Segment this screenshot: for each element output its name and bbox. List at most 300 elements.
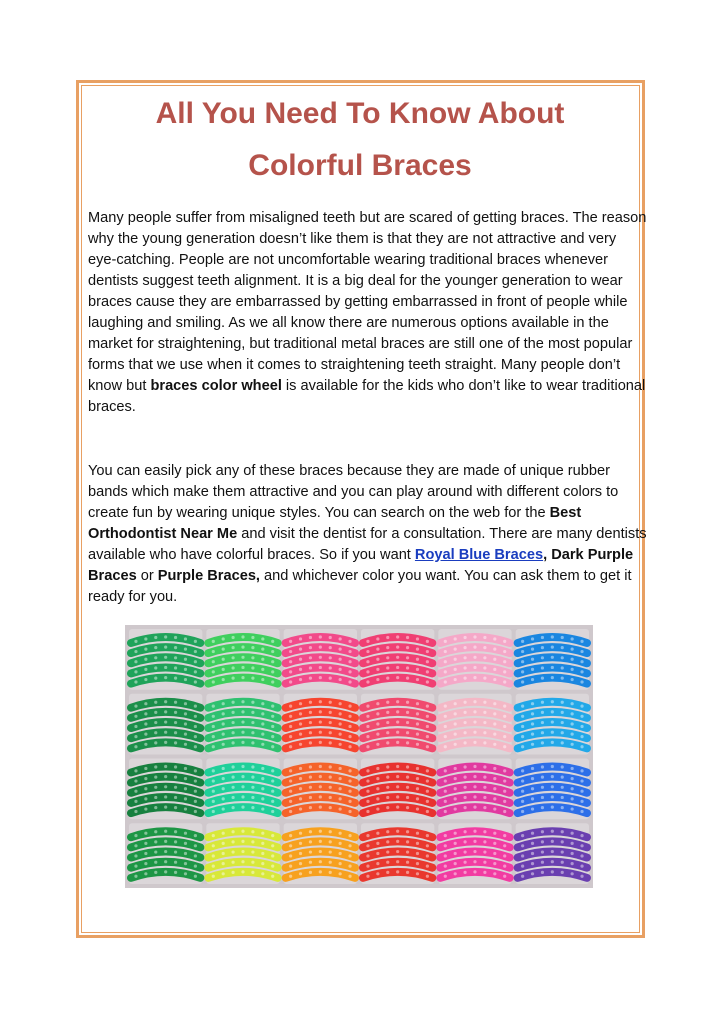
elastic-ring bbox=[416, 797, 419, 800]
elastic-ring bbox=[426, 705, 429, 708]
elastic-ring bbox=[299, 637, 302, 640]
elastic-ring bbox=[174, 871, 177, 874]
elastic-ring bbox=[426, 834, 429, 837]
elastic-ring bbox=[164, 710, 167, 713]
elastic-ring bbox=[561, 656, 564, 659]
elastic-ring bbox=[416, 702, 419, 705]
elastic-ring bbox=[521, 769, 524, 772]
elastic-ring bbox=[541, 711, 544, 714]
elastic-ring bbox=[348, 715, 351, 718]
paragraph-colors bbox=[88, 461, 648, 608]
elastic-ring bbox=[212, 725, 215, 728]
elastic-ring bbox=[241, 720, 244, 723]
elastic-ring bbox=[376, 733, 379, 736]
elastic-ring bbox=[551, 710, 554, 713]
elastic-ring bbox=[261, 712, 264, 715]
elastic-ring bbox=[463, 830, 466, 833]
elastic-ring bbox=[463, 701, 466, 704]
elastic-ring bbox=[174, 830, 177, 833]
elastic-ring bbox=[154, 871, 157, 874]
elastic-ring bbox=[416, 743, 419, 746]
elastic-ring bbox=[366, 865, 369, 868]
elastic-ring bbox=[174, 721, 177, 724]
elastic-ring bbox=[154, 666, 157, 669]
elastic-ring bbox=[144, 862, 147, 865]
elastic-ring bbox=[154, 741, 157, 744]
elastic-ring bbox=[406, 721, 409, 724]
elastic-ring bbox=[299, 712, 302, 715]
elastic-ring bbox=[261, 797, 264, 800]
elastic-ring bbox=[251, 731, 254, 734]
elastic-ring bbox=[463, 666, 466, 669]
title-line-1: All You Need To Know About bbox=[155, 97, 565, 130]
elastic-ring bbox=[231, 861, 234, 864]
elastic-ring bbox=[483, 666, 486, 669]
elastic-ring bbox=[444, 705, 447, 708]
keyword-purple-braces: Purple Braces, bbox=[157, 568, 260, 584]
elastic-ring bbox=[503, 834, 506, 837]
elastic-ring bbox=[541, 840, 544, 843]
elastic-ring bbox=[396, 720, 399, 723]
elastic-ring bbox=[212, 800, 215, 803]
elastic-ring bbox=[483, 765, 486, 768]
elastic-ring bbox=[271, 705, 274, 708]
elastic-ring bbox=[261, 807, 264, 810]
elastic-ring bbox=[366, 735, 369, 738]
elastic-ring bbox=[366, 725, 369, 728]
elastic-ring bbox=[222, 702, 225, 705]
elastic-ring bbox=[319, 840, 322, 843]
elastic-ring bbox=[134, 854, 137, 857]
elastic-ring bbox=[463, 731, 466, 734]
elastic-ring bbox=[454, 658, 457, 661]
elastic-ring bbox=[454, 733, 457, 736]
elastic-ring bbox=[144, 678, 147, 681]
elastic-ring bbox=[571, 702, 574, 705]
elastic-ring bbox=[271, 640, 274, 643]
elastic-ring bbox=[289, 800, 292, 803]
elastic-ring bbox=[531, 807, 534, 810]
elastic-ring bbox=[463, 850, 466, 853]
elastic-ring bbox=[212, 834, 215, 837]
elastic-ring bbox=[261, 637, 264, 640]
elastic-ring bbox=[426, 650, 429, 653]
elastic-ring bbox=[241, 850, 244, 853]
elastic-ring bbox=[493, 648, 496, 651]
elastic-ring bbox=[531, 832, 534, 835]
elastic-ring bbox=[463, 861, 466, 864]
elastic-ring bbox=[503, 865, 506, 868]
keyword-braces-color-wheel: braces color wheel bbox=[150, 378, 282, 394]
elastic-ring bbox=[426, 875, 429, 878]
elastic-ring bbox=[366, 769, 369, 772]
elastic-ring bbox=[473, 731, 476, 734]
elastic-ring bbox=[396, 676, 399, 679]
elastic-ring bbox=[571, 787, 574, 790]
elastic-ring bbox=[174, 646, 177, 649]
elastic-ring bbox=[299, 702, 302, 705]
elastic-ring bbox=[174, 656, 177, 659]
elastic-ring bbox=[541, 721, 544, 724]
elastic-ring bbox=[551, 676, 554, 679]
elastic-ring bbox=[339, 832, 342, 835]
elastic-ring bbox=[571, 767, 574, 770]
elastic-ring bbox=[154, 701, 157, 704]
elastic-ring bbox=[299, 777, 302, 780]
paragraph-colors-text-1: You can easily pick any of these braces because they are made of unique rubber bands which make them attractive and you can play around with different colors to create fun by wearing unique styles. You can search on the web for the bbox=[88, 463, 619, 521]
elastic-ring bbox=[271, 745, 274, 748]
elastic-ring bbox=[154, 711, 157, 714]
elastic-ring bbox=[194, 715, 197, 718]
elastic-ring bbox=[134, 640, 137, 643]
elastic-ring bbox=[571, 862, 574, 865]
paragraph-colors-text-4: and whichever color you want. You can ask them to get it ready for you. bbox=[88, 568, 632, 605]
elastic-ring bbox=[348, 650, 351, 653]
elastic-ring bbox=[493, 658, 496, 661]
elastic-ring bbox=[154, 796, 157, 799]
elastic-ring bbox=[339, 702, 342, 705]
elastic-ring bbox=[271, 790, 274, 793]
elastic-ring bbox=[144, 767, 147, 770]
elastic-ring bbox=[376, 852, 379, 855]
elastic-ring bbox=[580, 779, 583, 782]
elastic-ring bbox=[426, 735, 429, 738]
elastic-ring bbox=[222, 668, 225, 671]
elastic-ring bbox=[521, 705, 524, 708]
elastic-ring bbox=[241, 775, 244, 778]
elastic-ring bbox=[416, 872, 419, 875]
elastic-ring bbox=[561, 666, 564, 669]
elastic-ring bbox=[386, 850, 389, 853]
elastic-ring bbox=[164, 850, 167, 853]
elastic-ring bbox=[416, 842, 419, 845]
elastic-ring bbox=[184, 872, 187, 875]
elastic-ring bbox=[319, 635, 322, 638]
elastic-ring bbox=[406, 776, 409, 779]
elastic-ring bbox=[164, 870, 167, 873]
elastic-ring bbox=[483, 646, 486, 649]
elastic-ring bbox=[251, 840, 254, 843]
elastic-ring bbox=[503, 725, 506, 728]
elastic-ring bbox=[348, 875, 351, 878]
elastic-ring bbox=[426, 745, 429, 748]
elastic-ring bbox=[134, 875, 137, 878]
elastic-ring bbox=[271, 800, 274, 803]
elastic-ring bbox=[366, 810, 369, 813]
elastic-ring bbox=[144, 797, 147, 800]
elastic-ring bbox=[299, 733, 302, 736]
elastic-ring bbox=[531, 712, 534, 715]
elastic-ring bbox=[309, 701, 312, 704]
elastic-ring bbox=[463, 646, 466, 649]
elastic-ring bbox=[426, 769, 429, 772]
elastic-ring bbox=[144, 852, 147, 855]
elastic-ring bbox=[416, 807, 419, 810]
elastic-ring bbox=[309, 830, 312, 833]
elastic-ring bbox=[339, 722, 342, 725]
elastic-ring bbox=[222, 648, 225, 651]
elastic-ring bbox=[271, 834, 274, 837]
elastic-ring bbox=[144, 722, 147, 725]
elastic-ring bbox=[154, 721, 157, 724]
elastic-ring bbox=[348, 790, 351, 793]
elastic-ring bbox=[521, 875, 524, 878]
elastic-ring bbox=[289, 660, 292, 663]
elastic-ring bbox=[319, 700, 322, 703]
elastic-ring bbox=[271, 670, 274, 673]
elastic-ring bbox=[309, 666, 312, 669]
elastic-ring bbox=[396, 646, 399, 649]
elastic-ring bbox=[319, 870, 322, 873]
elastic-ring bbox=[396, 710, 399, 713]
elastic-ring bbox=[483, 656, 486, 659]
elastic-ring bbox=[194, 834, 197, 837]
elastic-ring bbox=[503, 854, 506, 857]
elastic-ring bbox=[329, 646, 332, 649]
elastic-ring bbox=[521, 844, 524, 847]
elastic-ring bbox=[531, 648, 534, 651]
elastic-ring bbox=[551, 840, 554, 843]
elastic-ring bbox=[231, 656, 234, 659]
elastic-ring bbox=[416, 787, 419, 790]
elastic-ring bbox=[366, 844, 369, 847]
elastic-ring bbox=[571, 668, 574, 671]
elastic-ring bbox=[473, 710, 476, 713]
elastic-ring bbox=[376, 648, 379, 651]
elastic-ring bbox=[271, 844, 274, 847]
elastic-ring bbox=[222, 777, 225, 780]
elastic-ring bbox=[396, 870, 399, 873]
elastic-ring bbox=[493, 712, 496, 715]
elastic-ring bbox=[561, 711, 564, 714]
elastic-ring bbox=[194, 810, 197, 813]
elastic-ring bbox=[289, 875, 292, 878]
elastic-ring bbox=[164, 775, 167, 778]
elastic-ring bbox=[521, 834, 524, 837]
elastic-ring bbox=[319, 731, 322, 734]
elastic-ring bbox=[261, 658, 264, 661]
elastic-ring bbox=[483, 830, 486, 833]
elastic-ring bbox=[319, 741, 322, 744]
elastic-ring bbox=[454, 797, 457, 800]
elastic-ring bbox=[406, 646, 409, 649]
elastic-ring bbox=[493, 777, 496, 780]
elastic-ring bbox=[426, 790, 429, 793]
elastic-ring bbox=[299, 648, 302, 651]
elastic-ring bbox=[144, 648, 147, 651]
elastic-ring bbox=[299, 872, 302, 875]
elastic-ring bbox=[231, 840, 234, 843]
elastic-ring bbox=[521, 800, 524, 803]
elastic-ring bbox=[309, 850, 312, 853]
royal-blue-braces-link[interactable]: Royal Blue Braces bbox=[414, 547, 544, 563]
elastic-ring bbox=[551, 806, 554, 809]
elastic-ring bbox=[541, 731, 544, 734]
elastic-ring bbox=[493, 807, 496, 810]
elastic-ring bbox=[144, 777, 147, 780]
elastic-ring bbox=[222, 852, 225, 855]
elastic-ring bbox=[366, 705, 369, 708]
elastic-ring bbox=[571, 722, 574, 725]
elastic-ring bbox=[194, 660, 197, 663]
elastic-ring bbox=[222, 743, 225, 746]
elastic-ring bbox=[493, 722, 496, 725]
elastic-ring bbox=[174, 806, 177, 809]
elastic-ring bbox=[483, 796, 486, 799]
elastic-ring bbox=[144, 668, 147, 671]
elastic-ring bbox=[261, 832, 264, 835]
elastic-ring bbox=[348, 865, 351, 868]
elastic-ring bbox=[319, 785, 322, 788]
elastic-ring bbox=[309, 776, 312, 779]
elastic-ring bbox=[319, 666, 322, 669]
elastic-ring bbox=[493, 862, 496, 865]
elastic-ring bbox=[541, 666, 544, 669]
elastic-ring bbox=[184, 658, 187, 661]
elastic-ring bbox=[416, 767, 419, 770]
elastic-ring bbox=[348, 705, 351, 708]
elastic-ring bbox=[454, 767, 457, 770]
elastic-ring bbox=[251, 646, 254, 649]
elastic-ring bbox=[154, 830, 157, 833]
elastic-ring bbox=[396, 731, 399, 734]
elastic-ring bbox=[521, 670, 524, 673]
elastic-ring bbox=[348, 834, 351, 837]
elastic-ring bbox=[154, 765, 157, 768]
elastic-ring bbox=[503, 670, 506, 673]
elastic-ring bbox=[134, 844, 137, 847]
elastic-ring bbox=[561, 701, 564, 704]
elastic-ring bbox=[164, 785, 167, 788]
elastic-ring bbox=[299, 862, 302, 865]
elastic-ring bbox=[580, 834, 583, 837]
elastic-ring bbox=[531, 668, 534, 671]
elastic-ring bbox=[184, 678, 187, 681]
elastic-ring bbox=[376, 767, 379, 770]
elastic-ring bbox=[212, 854, 215, 857]
elastic-ring bbox=[251, 806, 254, 809]
elastic-ring bbox=[184, 733, 187, 736]
elastic-ring bbox=[366, 680, 369, 683]
elastic-ring bbox=[309, 861, 312, 864]
elastic-ring bbox=[184, 842, 187, 845]
elastic-ring bbox=[154, 656, 157, 659]
elastic-ring bbox=[580, 854, 583, 857]
elastic-ring bbox=[531, 787, 534, 790]
elastic-ring bbox=[366, 790, 369, 793]
elastic-ring bbox=[493, 797, 496, 800]
elastic-ring bbox=[194, 725, 197, 728]
elastic-ring bbox=[289, 705, 292, 708]
elastic-ring bbox=[571, 872, 574, 875]
elastic-ring bbox=[144, 733, 147, 736]
elastic-ring bbox=[483, 776, 486, 779]
elastic-ring bbox=[406, 861, 409, 864]
elastic-ring bbox=[154, 850, 157, 853]
elastic-ring bbox=[184, 637, 187, 640]
elastic-ring bbox=[503, 680, 506, 683]
elastic-ring bbox=[561, 850, 564, 853]
elastic-ring bbox=[134, 800, 137, 803]
elastic-ring bbox=[580, 660, 583, 663]
elastic-ring bbox=[561, 741, 564, 744]
elastic-ring bbox=[164, 860, 167, 863]
elastic-ring bbox=[580, 680, 583, 683]
elastic-ring bbox=[376, 787, 379, 790]
elastic-ring bbox=[444, 875, 447, 878]
elastic-ring bbox=[261, 842, 264, 845]
elastic-ring bbox=[561, 636, 564, 639]
elastic-ring bbox=[396, 635, 399, 638]
elastic-ring bbox=[348, 854, 351, 857]
elastic-ring bbox=[426, 844, 429, 847]
elastic-ring bbox=[194, 650, 197, 653]
elastic-ring bbox=[541, 765, 544, 768]
elastic-ring bbox=[473, 656, 476, 659]
elastic-ring bbox=[231, 786, 234, 789]
elastic-ring bbox=[241, 731, 244, 734]
elastic-ring bbox=[134, 810, 137, 813]
elastic-ring bbox=[416, 852, 419, 855]
elastic-ring bbox=[134, 834, 137, 837]
elastic-ring bbox=[503, 640, 506, 643]
elastic-ring bbox=[561, 776, 564, 779]
elastic-ring bbox=[503, 715, 506, 718]
braces-color-elastics-photo bbox=[125, 625, 593, 888]
elastic-ring bbox=[426, 660, 429, 663]
elastic-ring bbox=[299, 842, 302, 845]
elastic-ring bbox=[454, 787, 457, 790]
elastic-ring bbox=[309, 796, 312, 799]
elastic-ring bbox=[212, 769, 215, 772]
elastic-ring bbox=[329, 806, 332, 809]
elastic-ring bbox=[503, 705, 506, 708]
elastic-ring bbox=[144, 842, 147, 845]
elastic-ring bbox=[386, 871, 389, 874]
article-title bbox=[90, 88, 630, 192]
elastic-ring bbox=[580, 715, 583, 718]
elastic-ring bbox=[406, 796, 409, 799]
elastic-ring bbox=[551, 731, 554, 734]
paragraph-intro-text-end: is available for the kids who don’t like to wear traditional braces. bbox=[88, 378, 646, 415]
elastic-ring bbox=[444, 715, 447, 718]
elastic-ring bbox=[164, 765, 167, 768]
elastic-ring bbox=[473, 720, 476, 723]
elastic-ring bbox=[561, 721, 564, 724]
elastic-ring bbox=[289, 844, 292, 847]
elastic-ring bbox=[463, 676, 466, 679]
elastic-ring bbox=[174, 840, 177, 843]
elastic-ring bbox=[174, 666, 177, 669]
elastic-ring bbox=[339, 787, 342, 790]
elastic-ring bbox=[541, 701, 544, 704]
elastic-ring bbox=[376, 722, 379, 725]
elastic-ring bbox=[416, 777, 419, 780]
elastic-ring bbox=[444, 735, 447, 738]
elastic-ring bbox=[329, 656, 332, 659]
elastic-ring bbox=[396, 785, 399, 788]
elastic-ring bbox=[376, 712, 379, 715]
elastic-ring bbox=[134, 680, 137, 683]
elastic-ring bbox=[194, 844, 197, 847]
elastic-ring bbox=[426, 779, 429, 782]
elastic-ring bbox=[251, 861, 254, 864]
elastic-ring bbox=[309, 840, 312, 843]
elastic-ring bbox=[194, 640, 197, 643]
elastic-ring bbox=[366, 854, 369, 857]
elastic-ring bbox=[271, 865, 274, 868]
elastic-ring bbox=[473, 806, 476, 809]
